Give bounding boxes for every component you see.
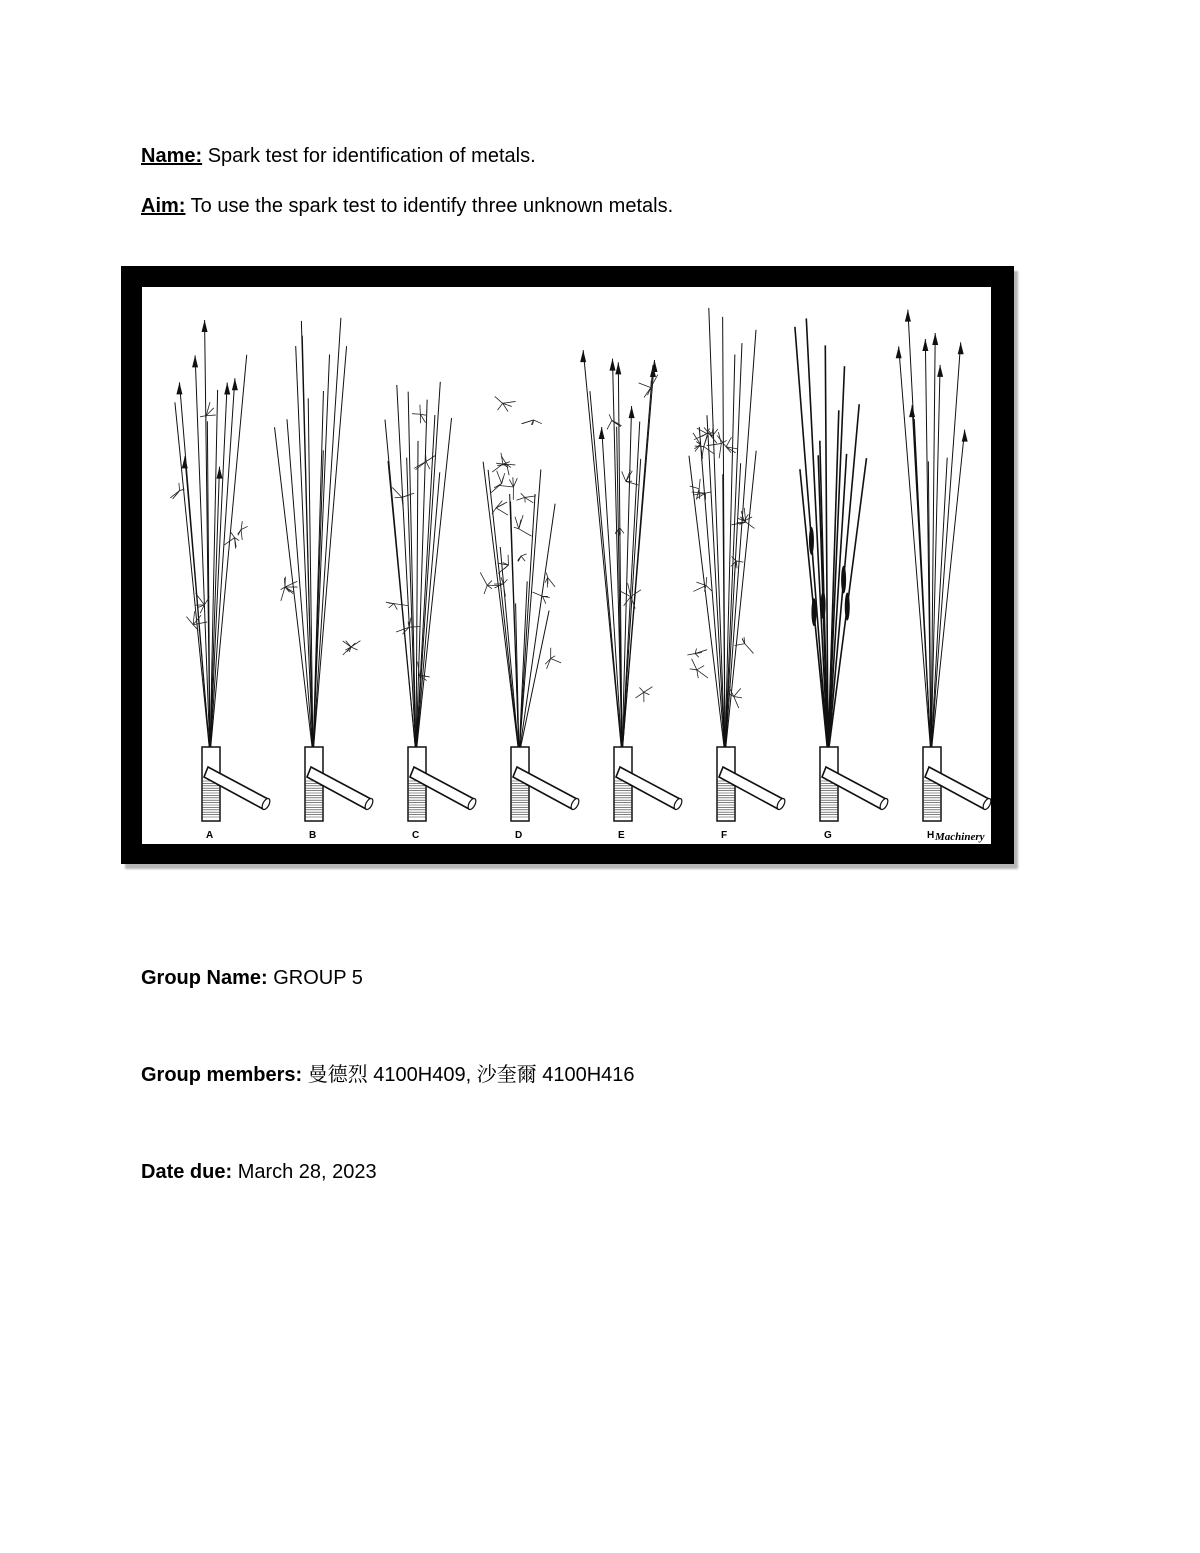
group-members-line: [141, 1063, 635, 1087]
date-due-value: March 28, 2023: [237, 1161, 377, 1183]
panel-label: C: [412, 830, 420, 841]
name-line: [141, 144, 536, 168]
panel-label: E: [618, 830, 625, 841]
spark-panel-g: [795, 318, 890, 841]
group-name-value: GROUP 5: [273, 967, 363, 989]
grinder-block-icon: [614, 747, 683, 821]
group-members-label: Group members:: [141, 1064, 303, 1086]
grinder-block-icon: [202, 747, 271, 821]
spark-panel-d: [480, 396, 580, 841]
aim-value: To use the spark test to identify three unknown metals.: [190, 195, 674, 217]
grinder-block-icon: [408, 747, 477, 821]
spark-panel-h: [896, 310, 991, 841]
name-label: Name:: [141, 145, 203, 167]
grinder-block-icon: [820, 747, 889, 821]
date-due-label: Date due:: [141, 1161, 233, 1183]
date-due-line: [141, 1160, 377, 1184]
group-name-label: Group Name:: [141, 967, 268, 989]
spark-panel-c: [385, 382, 477, 841]
spark-panel-a: [170, 320, 271, 841]
figure-image-area: [142, 287, 991, 844]
grinder-block-icon: [511, 747, 580, 821]
panel-label: B: [309, 830, 317, 841]
panel-label: H: [927, 830, 935, 841]
spark-panel-b: [275, 318, 375, 841]
panel-label: D: [515, 830, 523, 841]
grinder-block-icon: [305, 747, 374, 821]
aim-label: Aim:: [141, 195, 186, 217]
figure-credit: Machinery: [935, 831, 985, 843]
grinder-block-icon: [717, 747, 786, 821]
spark-panel-f: [687, 308, 786, 841]
group-members-value: 曼德烈 4100H409, 沙奎爾 4100H416: [307, 1064, 635, 1086]
spark-test-illustration-icon: [142, 287, 991, 844]
panel-label: F: [721, 830, 728, 841]
aim-line: [141, 194, 673, 218]
panel-label: G: [824, 830, 832, 841]
name-value: Spark test for identification of metals.: [207, 145, 536, 167]
grinder-block-icon: [923, 747, 991, 821]
panel-label: A: [206, 830, 214, 841]
group-name-line: [141, 966, 363, 990]
spark-test-figure: [121, 266, 1014, 864]
spark-panel-e: [580, 350, 683, 841]
